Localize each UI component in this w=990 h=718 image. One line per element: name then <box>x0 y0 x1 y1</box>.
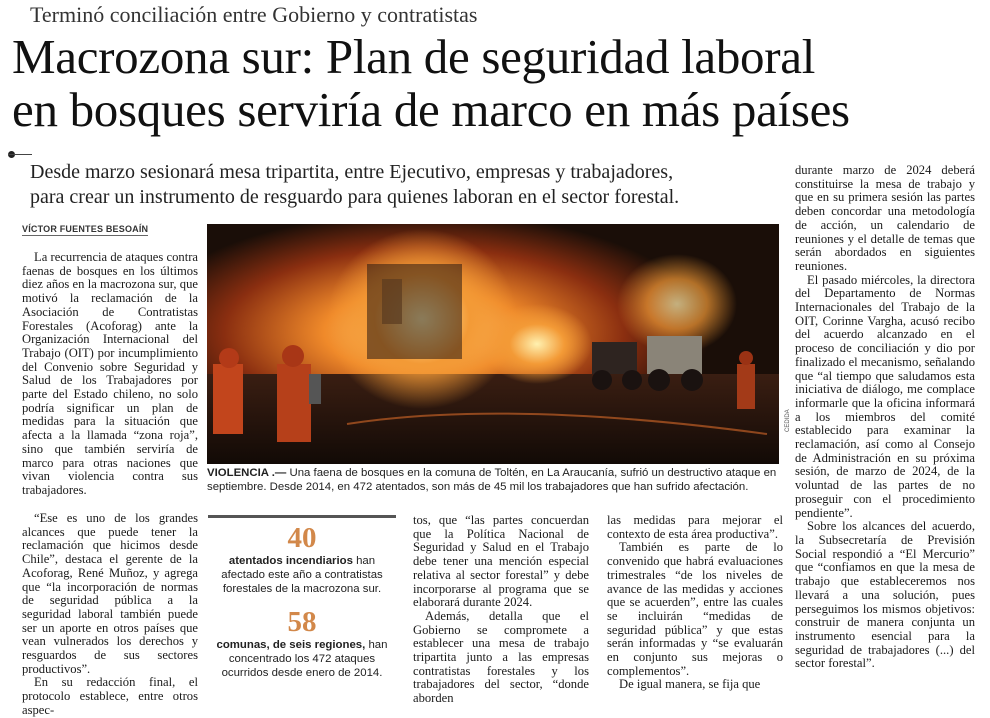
paragraph: “Ese es uno de los grandes alcances que puede tener la reclamación que hicimos desde Chile”, destaca el gerente de la Acoforag, René Muñoz, y agrega que “la incorporación de normas de seguridad pública a la seguridad laboral también puede ser un aporte en otros países que vean vulnerados los derechos y resguardos de sus sectores productivos”. <box>22 511 198 676</box>
paragraph: Sobre los alcances del acuerdo, la Subsecretaría de Previsión Social respondió a “El Mercurio” que “confiamos en que la mesa de trabajo que estableceremos nos llevará a una solución, pues perseguimos los mismos objetivos: construir de manera conjunta un instrumento esencial para la seguridad de trabajadores (...) del sector forestal”. <box>795 519 975 671</box>
paragraph: También es parte de lo convenido que habrá evaluaciones trimestrales “de los niveles de avance de las medidas y acciones que se acuerden”, entre las cuales se incluirán “medidas de seguridad pública” y que estas serán informadas y “se evaluarán en conjunto sus mejoras o complementos”. <box>607 540 783 678</box>
deck-line-2: para crear un instrumento de resguardo para quienes laboran en el sector forestal. <box>30 186 680 208</box>
fact-number: 40 <box>287 522 317 554</box>
fact-text: han concentrado los 472 ataques ocurridos desde enero de 2014. <box>221 639 388 679</box>
fact-item <box>208 606 396 680</box>
deck <box>30 160 790 210</box>
photo-credit: CEDIDA <box>785 409 791 432</box>
headline <box>12 30 984 136</box>
fact-number: 58 <box>287 606 317 638</box>
body-column-5 <box>795 164 975 671</box>
news-photo <box>207 224 779 464</box>
deck-line-1: Desde marzo sesionará mesa tripartita, entre Ejecutivo, empresas y trabajadores, <box>30 161 674 183</box>
deck-rule <box>8 154 32 155</box>
body-column-1-continued <box>22 512 198 718</box>
paragraph: durante marzo de 2024 deberá constituirse la mesa de trabajo y que en su primera sesión las partes deben concordar una metodología de acción, un calendario de reuniones y el detalle de temas que serán abordados en siguientes reuniones. <box>795 163 975 273</box>
fact-bold: atentados incendiarios <box>228 555 353 567</box>
byline: VÍCTOR FUENTES BESOAÍN <box>22 224 149 234</box>
fact-text: han afectado este año a contratistas forestales de la macrozona sur. <box>221 555 383 595</box>
paragraph: El pasado miércoles, la directora del Departamento de Normas Internacionales del Trabajo de la OIT, Corinne Vargha, acusó recibo del acuerdo alcanzado en el proceso de conciliación y dio por finalizado el mecanismo, señalando que “al tiempo que saludamos esta iniciativa de diálogo, me complace informarle que la oficina informará a los miembros del comité establecido para examinar la reclamación, así como al Consejo de Administración en su próxima sesión, de marzo de 2024, de la voluntad de las partes de no proseguir con el procedimiento pendiente”. <box>795 272 975 520</box>
fact-box <box>208 515 396 680</box>
caption-text: Una faena de bosques en la comuna de Toltén, en La Araucanía, sufrió un destructivo ataque en septiembre. Desde 2014, en 472 atentados, son más de 45 mil los trabajadores que han sufrido afectación. <box>207 467 777 493</box>
caption-label: VIOLENCIA .— <box>207 467 287 479</box>
paragraph: tos, que “las partes concuerdan que la Política Nacional de Seguridad y Salud en el Trabajo debe tener una mención especial relativa al sector forestal” y debe incorporarse al programa que se elaborará durante 2024. <box>413 513 589 610</box>
fire-scene-image <box>207 224 779 464</box>
paragraph: Además, detalla que el Gobierno se compromete a establecer una mesa de trabajo tripartita junto a las empresas contratistas forestales y los trabajadores del sector, “donde aborden <box>413 608 589 706</box>
fact-bold: comunas, de seis regiones, <box>216 639 366 651</box>
fact-box-rule <box>208 515 396 518</box>
body-column-3 <box>413 514 589 706</box>
headline-line-2: en bosques serviría de marco en más países <box>12 82 850 137</box>
headline-line-1: Macrozona sur: Plan de seguridad laboral <box>12 29 816 84</box>
photo-caption <box>207 466 781 494</box>
paragraph: las medidas para mejorar el contexto de esta área productiva”. <box>607 513 783 541</box>
body-column-1 <box>22 251 198 498</box>
body-column-4 <box>607 514 783 692</box>
paragraph: La recurrencia de ataques contra faenas de bosques en los últimos diez años en la macrozona sur, que motivó la reclamación de la Asociación de Contratistas Forestales (Acoforag) ante la Organización Internacional del Trabajo (OIT) por incumplimiento del Convenio sobre Seguridad y Salud de los Trabajadores por parte del Estado chileno, no solo podría significar un plan de medidas para la situación que afecta a la llamada “zona roja”, sino que también serviría de marco para otras naciones que vivan violencia contra sus trabajadores. <box>22 250 198 497</box>
fact-item <box>208 522 396 596</box>
paragraph: De igual manera, se fija que <box>619 677 761 692</box>
kicker: Terminó conciliación entre Gobierno y contratistas <box>30 2 478 27</box>
paragraph: En su redacción final, el protocolo establece, entre otros aspec- <box>22 675 198 717</box>
